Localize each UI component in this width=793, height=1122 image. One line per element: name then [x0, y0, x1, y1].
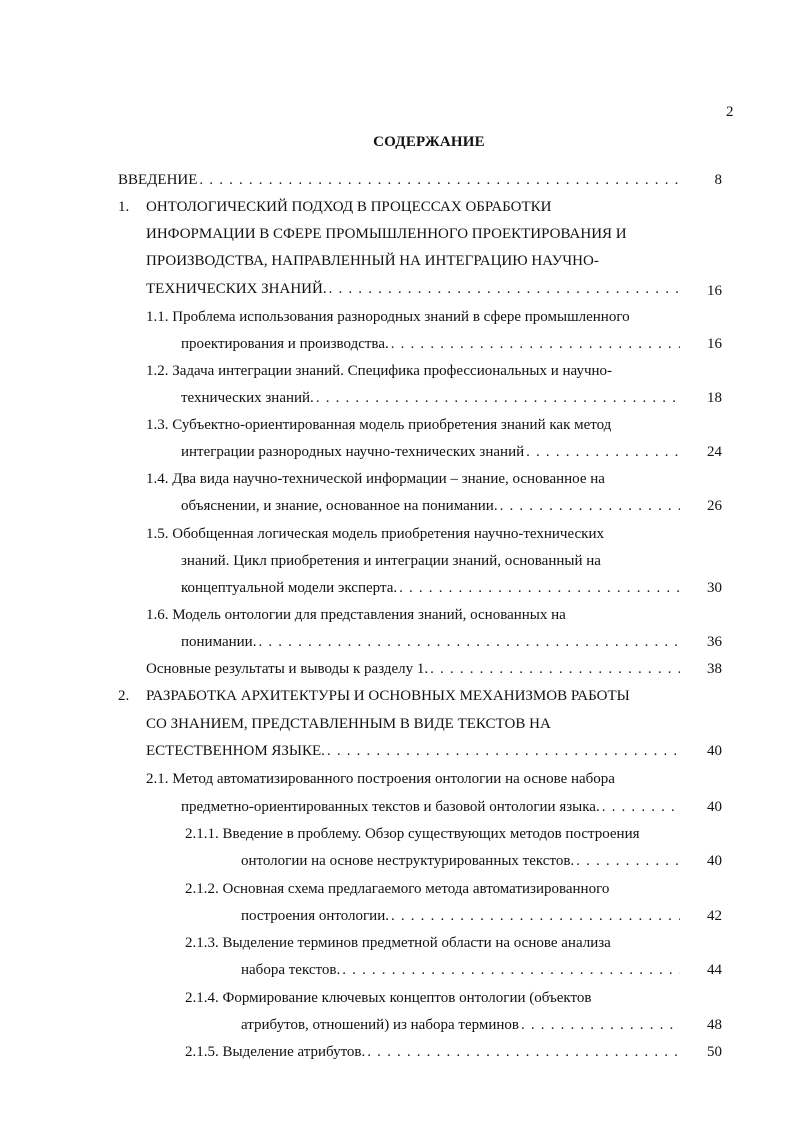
toc-page-number: 44: [707, 962, 722, 978]
toc-page-number: 42: [707, 908, 722, 924]
dot-leader: [316, 389, 680, 407]
toc-entry-text: 1.1. Проблема использования разнородных знаний в сфере промышленного: [146, 309, 630, 325]
dot-leader: [521, 1016, 680, 1034]
toc-entry-text: онтологии на основе неструктурированных текстов.: [241, 853, 575, 869]
toc-entry-text: понимании.: [181, 634, 257, 650]
toc-page-number: 30: [707, 580, 722, 596]
toc-entry-text: ПРОИЗВОДСТВА, НАПРАВЛЕННЫЙ НА ИНТЕГРАЦИЮ НАУЧНО-: [146, 253, 599, 269]
dot-leader: [399, 579, 680, 597]
dot-leader: [258, 633, 680, 651]
toc-page-number: 40: [707, 743, 722, 759]
toc-entry-text: ТЕХНИЧЕСКИХ ЗНАНИЙ.: [146, 281, 327, 297]
toc-entry-text: 2.1.3. Выделение терминов предметной области на основе анализа: [185, 935, 611, 951]
dot-leader: [391, 335, 680, 353]
dot-leader: [391, 907, 680, 925]
toc-entry-text: 2.1.1. Введение в проблему. Обзор существующих методов построения: [185, 826, 640, 842]
toc-entry-text: знаний. Цикл приобретения и интеграции знаний, основанный на: [181, 553, 601, 569]
toc-entry-text: интеграции разнородных научно-технических знаний: [181, 444, 525, 460]
dot-leader: [199, 171, 680, 189]
toc-page-number: 36: [707, 634, 722, 650]
toc-page-number: 16: [707, 336, 722, 352]
toc-page-number: 38: [707, 661, 722, 677]
toc-page-number: 24: [707, 444, 722, 460]
toc-entry-text: ОНТОЛОГИЧЕСКИЙ ПОДХОД В ПРОЦЕССАХ ОБРАБОТКИ: [146, 199, 552, 215]
toc-page-number: 26: [707, 498, 722, 514]
dot-leader: [342, 961, 680, 979]
toc-page-number: 40: [707, 853, 722, 869]
toc-page-number: 8: [714, 172, 722, 188]
dot-leader: [430, 660, 680, 678]
toc-entry-text: СО ЗНАНИЕМ, ПРЕДСТАВЛЕННЫМ В ВИДЕ ТЕКСТОВ НА: [146, 716, 551, 732]
toc-entry-text: ЕСТЕСТВЕННОМ ЯЗЫКЕ.: [146, 743, 325, 759]
dot-leader: [329, 280, 680, 298]
toc-entry-text: ВВЕДЕНИЕ: [118, 172, 198, 188]
dot-leader: [500, 497, 680, 515]
toc-entry-text: 1.4. Два вида научно-технической информации – знание, основанное на: [146, 471, 605, 487]
chapter-number: 1.: [118, 199, 130, 215]
toc-entry-text: 1.3. Субъектно-ориентированная модель приобретения знаний как метод: [146, 417, 612, 433]
toc-page-number: 50: [707, 1044, 722, 1060]
dot-leader: [576, 852, 680, 870]
toc-entry-text: Основные результаты и выводы к разделу 1.: [146, 661, 429, 677]
toc-entry-text: 2.1.4. Формирование ключевых концептов онтологии (объектов: [185, 990, 592, 1006]
chapter-number: 2.: [118, 688, 130, 704]
toc-entry-text: технических знаний.: [181, 390, 314, 406]
toc-page-number: 48: [707, 1017, 722, 1033]
toc-entry-text: РАЗРАБОТКА АРХИТЕКТУРЫ И ОСНОВНЫХ МЕХАНИЗМОВ РАБОТЫ: [146, 688, 630, 704]
toc-entry-text: 1.6. Модель онтологии для представления знаний, основанных на: [146, 607, 566, 623]
toc-page-number: 40: [707, 799, 722, 815]
toc-entry-text: 2.1.5. Выделение атрибутов.: [185, 1044, 366, 1060]
toc-entry-text: предметно-ориентированных текстов и базовой онтологии языка.: [181, 799, 600, 815]
toc-entry-text: объяснении, и знание, основанное на понимании.: [181, 498, 498, 514]
dot-leader: [367, 1043, 680, 1061]
toc-page-number: 16: [707, 283, 722, 299]
toc-entry-text: 2.1. Метод автоматизированного построения онтологии на основе набора: [146, 771, 615, 787]
toc-entry-text: ИНФОРМАЦИИ В СФЕРЕ ПРОМЫШЛЕННОГО ПРОЕКТИРОВАНИЯ И: [146, 226, 627, 242]
dot-leader: [526, 443, 680, 461]
dot-leader: [602, 798, 680, 816]
toc-entry-text: набора текстов.: [241, 962, 341, 978]
toc-entry-text: 2.1.2. Основная схема предлагаемого метода автоматизированного: [185, 881, 610, 897]
toc-entry-text: построения онтологии.: [241, 908, 389, 924]
dot-leader: [327, 742, 680, 760]
toc-entry-text: концептуальной модели эксперта.: [181, 580, 398, 596]
page-title: СОДЕРЖАНИЕ: [373, 134, 485, 150]
toc-entry-text: 1.2. Задача интеграции знаний. Специфика профессиональных и научно-: [146, 363, 613, 379]
toc-page-number: 18: [707, 390, 722, 406]
toc-entry-text: 1.5. Обобщенная логическая модель приобретения научно-технических: [146, 526, 604, 542]
page-number: 2: [726, 104, 734, 120]
toc-entry-text: атрибутов, отношений) из набора терминов: [241, 1017, 519, 1033]
toc-entry-text: проектирования и производства.: [181, 336, 389, 352]
